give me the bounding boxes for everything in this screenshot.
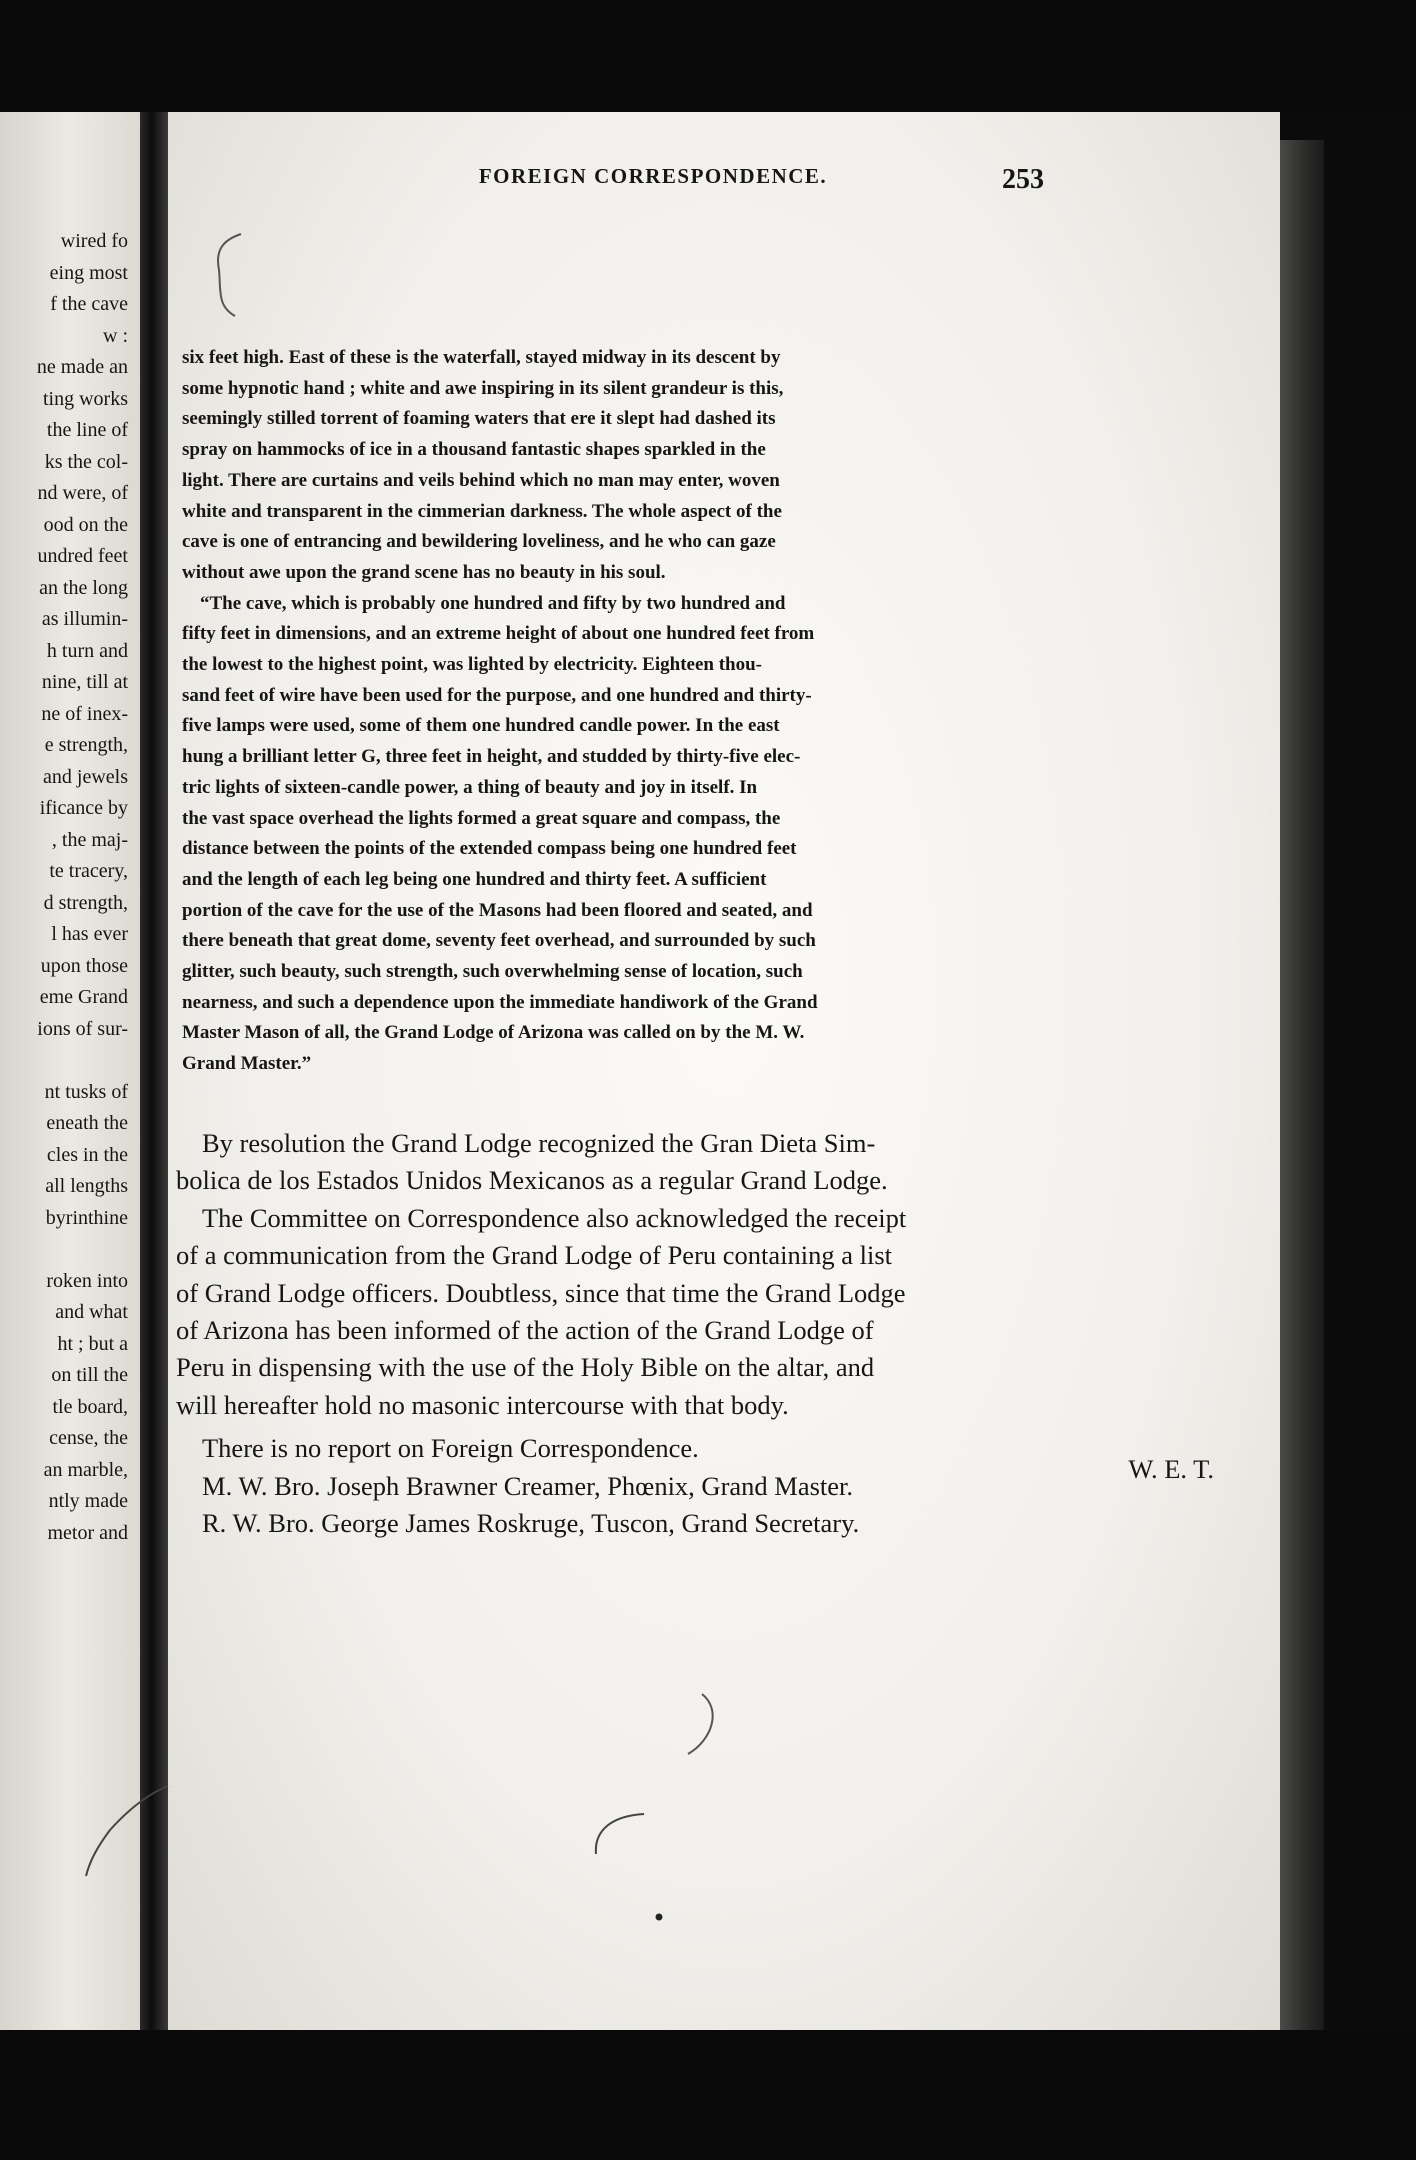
quote-line: without awe upon the grand scene has no beauty in his soul. <box>182 561 666 583</box>
facing-page-text-fragment: ificance by <box>39 797 128 819</box>
quote-line: Grand Master.” <box>182 1053 312 1075</box>
facing-page-fragment <box>0 112 140 2037</box>
scanner-frame-bottom <box>0 2030 1416 2160</box>
body-line: will hereafter hold no masonic intercourse with that body. <box>176 1389 789 1420</box>
facing-page-text-fragment: nt tusks of <box>44 1080 128 1103</box>
running-title: FOREIGN CORRESPONDENCE. <box>478 164 828 188</box>
body-line: The Committee on Correspondence also acknowledged the receipt <box>202 1202 907 1233</box>
facing-page-text-fragment: ting works <box>43 387 128 410</box>
quote-line: tric lights of sixteen-candle power, a thing of beauty and joy in itself. In <box>182 776 758 798</box>
facing-page-text-fragment: te tracery, <box>49 860 128 882</box>
quote-line: some hypnotic hand ; white and awe inspiring in its silent grandeur is this, <box>182 377 784 399</box>
page-edge-shadow <box>1280 140 1324 2030</box>
body-line: Peru in dispensing with the use of the Holy Bible on the altar, and <box>176 1352 875 1383</box>
body-line: There is no report on Foreign Correspondence. <box>202 1433 699 1464</box>
quote-line: “The cave, which is probably one hundred and fifty by two hundred and <box>200 592 786 614</box>
facing-page-text-fragment: ht ; but a <box>57 1332 128 1355</box>
pencil-mark-stroke <box>68 1780 178 1880</box>
facing-page-text-fragment: metor and <box>47 1521 128 1544</box>
facing-page-text-fragment: tle board, <box>52 1395 128 1418</box>
facing-page-text-fragment: eme Grand <box>39 986 128 1008</box>
facing-page-text-fragment: eneath the <box>46 1112 128 1134</box>
facing-page-text-fragment: f the cave <box>50 293 128 315</box>
facing-page-text-fragment: wired fo <box>60 230 128 252</box>
facing-page-text-fragment: upon those <box>40 954 128 977</box>
quote-line: cave is one of entrancing and bewildering loveliness, and he who can gaze <box>182 531 776 553</box>
body-line: M. W. Bro. Joseph Brawner Creamer, Phœnix, Grand Master. <box>202 1470 854 1501</box>
facing-page-text-fragment: an marble, <box>43 1458 128 1481</box>
quote-line: light. There are curtains and veils behind which no man may enter, woven <box>182 469 780 491</box>
facing-page-text-fragment: on till the <box>51 1364 128 1386</box>
facing-page-text-fragment: ne of inex- <box>41 702 128 725</box>
facing-page-text-fragment: cense, the <box>49 1427 128 1449</box>
quote-line: spray on hammocks of ice in a thousand fantastic shapes sparkled in the <box>182 439 766 461</box>
facing-page-text-fragment: , the maj- <box>51 828 128 851</box>
facing-page-text-fragment: e strength, <box>44 734 128 756</box>
quote-line: seemingly stilled torrent of foaming waters that ere it slept had dashed its <box>182 408 776 430</box>
facing-page-text-fragment: d strength, <box>43 891 128 914</box>
pencil-mark-bracket <box>205 230 245 320</box>
body-line: of Arizona has been informed of the action of the Grand Lodge of <box>176 1315 874 1345</box>
facing-page-text-fragment: h turn and <box>46 639 128 662</box>
facing-page-text-fragment: w : <box>103 324 128 347</box>
facing-page-text-fragment: cles in the <box>46 1143 128 1166</box>
facing-page-text-fragment: and what <box>55 1301 128 1323</box>
facing-page-text-fragment: eing most <box>49 261 128 284</box>
pencil-mark-arc <box>588 1808 648 1858</box>
body-line: of Grand Lodge officers. Doubtless, since that time the Grand Lodge <box>176 1277 906 1308</box>
facing-page-text-fragment: l has ever <box>51 923 128 945</box>
facing-page-text-fragment: an the long <box>39 576 128 599</box>
quote-line: portion of the cave for the use of the Masons had been floored and seated, and <box>182 899 813 921</box>
ink-dot <box>654 1912 664 1922</box>
quote-line: fifty feet in dimensions, and an extreme height of about one hundred feet from <box>182 623 815 645</box>
quote-line: the vast space overhead the lights formed a great square and compass, the <box>182 807 781 829</box>
facing-page-text-fragment: ne made an <box>36 356 128 378</box>
body-line: of a communication from the Grand Lodge of Peru containing a list <box>176 1240 893 1271</box>
quote-line: Master Mason of all, the Grand Lodge of Arizona was called on by the M. W. <box>182 1022 805 1044</box>
body-line: bolica de los Estados Unidos Mexicanos as a regular Grand Lodge. <box>176 1165 888 1196</box>
facing-page-text-fragment: undred feet <box>37 545 128 567</box>
facing-page-text-fragment: the line of <box>46 419 128 441</box>
quote-line: sand feet of wire have been used for the purpose, and one hundred and thirty- <box>182 684 812 706</box>
body-line: By resolution the Grand Lodge recognized the Gran Dieta Sim- <box>202 1128 876 1158</box>
facing-page-text-fragment: and jewels <box>43 765 128 788</box>
facing-page-text-fragment: as illumin- <box>41 608 128 630</box>
running-head <box>262 164 1044 198</box>
quote-line: six feet high. East of these is the waterfall, stayed midway in its descent by <box>182 347 781 368</box>
quote-line: hung a brilliant letter G, three feet in height, and studded by thirty-five elec- <box>182 746 801 768</box>
book-gutter <box>140 112 168 2037</box>
facing-page-text-fragment: ood on the <box>43 513 128 536</box>
facing-page-text-fragment: ntly made <box>48 1490 128 1512</box>
quote-line: nearness, and such a dependence upon the immediate handiwork of the Grand <box>182 991 818 1013</box>
facing-page-text-fragment: roken into <box>46 1269 128 1292</box>
quote-line: and the length of each leg being one hundred and thirty feet. A sufficient <box>182 868 767 890</box>
facing-page-text-fragment: all lengths <box>45 1175 128 1197</box>
quote-line: the lowest to the highest point, was lighted by electricity. Eighteen thou- <box>182 654 763 675</box>
pencil-mark-curve <box>682 1690 732 1760</box>
body-line: R. W. Bro. George James Roskruge, Tuscon, Grand Secretary. <box>202 1508 860 1538</box>
quote-line: five lamps were used, some of them one hundred candle power. In the east <box>182 715 780 737</box>
facing-page-text-fragment: ions of sur- <box>37 1017 128 1040</box>
facing-page-text-fragment: byrinthine <box>45 1206 128 1229</box>
scanner-frame-top <box>0 0 1416 112</box>
facing-page-text-fragment: ks the col- <box>44 450 128 473</box>
signature-initials: W. E. T. <box>1128 1454 1214 1484</box>
facing-page-text-fragment: nd were, of <box>37 482 128 504</box>
page-number: 253 <box>1002 164 1044 195</box>
quote-line: glitter, such beauty, such strength, such overwhelming sense of location, such <box>182 961 803 982</box>
quote-line: white and transparent in the cimmerian darkness. The whole aspect of the <box>182 500 782 522</box>
quote-line: distance between the points of the extended compass being one hundred feet <box>182 838 797 860</box>
quote-line: there beneath that great dome, seventy feet overhead, and surrounded by such <box>182 930 816 952</box>
facing-page-text-fragment: nine, till at <box>41 671 128 693</box>
